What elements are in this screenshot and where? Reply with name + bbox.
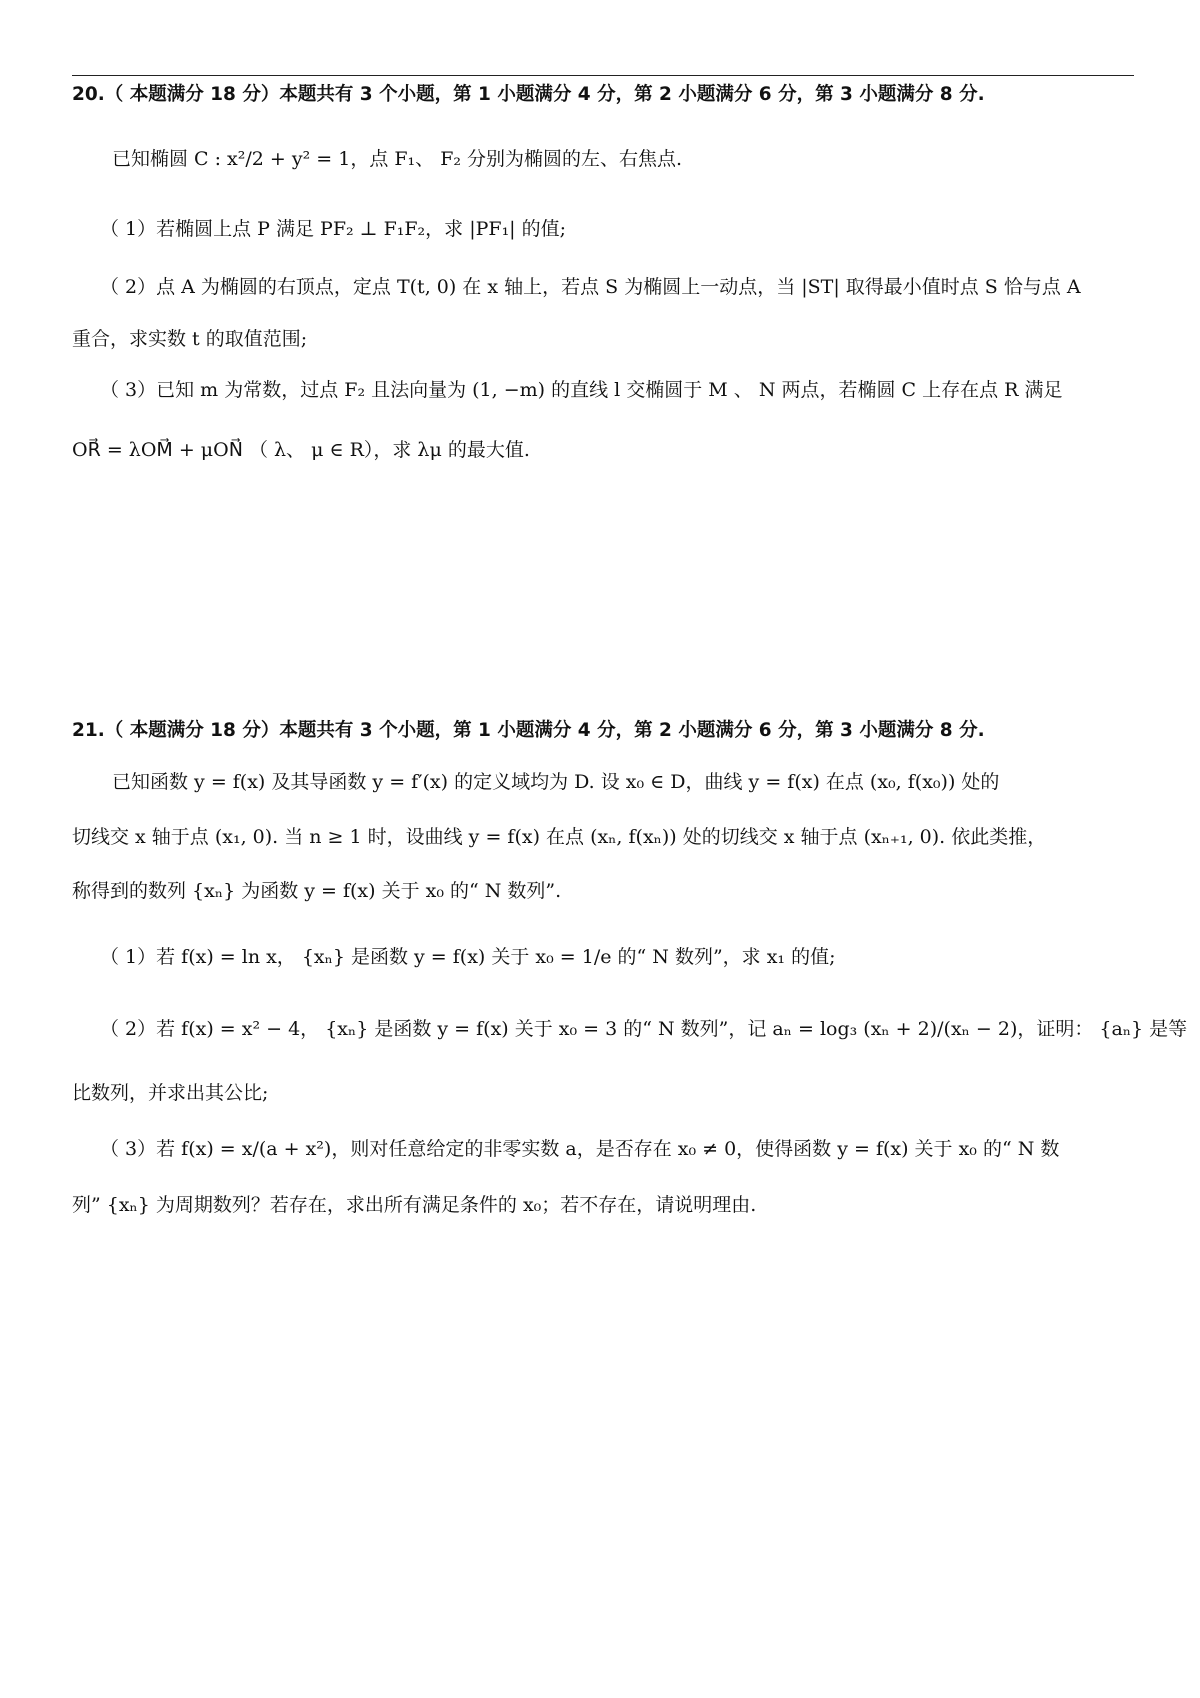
top-rule bbox=[72, 75, 1134, 76]
q20-intro: 已知椭圆 C : x²/2 + y² = 1，点 F₁、 F₂ 分别为椭圆的左、右焦点. bbox=[112, 148, 683, 170]
q21-part3-line1: （ 3）若 f(x) = x/(a + x²)，则对任意给定的非零实数 a，是否存在 x₀ ≠ 0，使得函数 y = f(x) 关于 x₀ 的“ N 数 bbox=[100, 1138, 1060, 1160]
q20-part3-line2: OR⃗ = λOM⃗ + μON⃗ （ λ、 μ ∈ R），求 λμ 的最大值. bbox=[72, 439, 530, 461]
q21-intro-line1: 已知函数 y = f(x) 及其导函数 y = f′(x) 的定义域均为 D. 设 x₀ ∈ D，曲线 y = f(x) 在点 (x₀, f(x₀)) 处的 bbox=[112, 771, 1000, 793]
q21-intro-line2: 切线交 x 轴于点 (x₁, 0). 当 n ≥ 1 时，设曲线 y = f(x) 在点 (xₙ, f(xₙ)) 处的切线交 x 轴于点 (xₙ₊₁, 0). 依此类推， bbox=[72, 826, 1047, 848]
q20-part1: （ 1）若椭圆上点 P 满足 PF₂ ⊥ F₁F₂，求 |PF₁| 的值; bbox=[100, 218, 567, 240]
q21-part2-line1: （ 2）若 f(x) = x² − 4， {xₙ} 是函数 y = f(x) 关于 x₀ = 3 的“ N 数列”，记 aₙ = log₃ (xₙ + 2)/(xₙ − 2)，证明： {aₙ} 是等 bbox=[100, 1018, 1188, 1040]
q20-part2-line1: （ 2）点 A 为椭圆的右顶点，定点 T(t, 0) 在 x 轴上，若点 S 为椭圆上一动点，当 |ST| 取得最小值时点 S 恰与点 A bbox=[100, 276, 1081, 298]
q20-part2-line2: 重合，求实数 t 的取值范围; bbox=[72, 328, 308, 350]
q21-part3-line2: 列” {xₙ} 为周期数列？若存在，求出所有满足条件的 x₀；若不存在，请说明理由. bbox=[72, 1194, 757, 1216]
q20-heading: 20.（ 本题满分 18 分）本题共有 3 个小题，第 1 小题满分 4 分，第 2 小题满分 6 分，第 3 小题满分 8 分. bbox=[72, 84, 985, 105]
q21-part1: （ 1）若 f(x) = ln x， {xₙ} 是函数 y = f(x) 关于 x₀ = 1/e 的“ N 数列”，求 x₁ 的值; bbox=[100, 946, 836, 968]
q21-part2-line2: 比数列，并求出其公比; bbox=[72, 1082, 269, 1104]
q21-intro-line3: 称得到的数列 {xₙ} 为函数 y = f(x) 关于 x₀ 的“ N 数列”. bbox=[72, 880, 562, 902]
q20-part3-line1: （ 3）已知 m 为常数，过点 F₂ 且法向量为 (1, −m) 的直线 l 交椭圆于 M 、 N 两点，若椭圆 C 上存在点 R 满足 bbox=[100, 379, 1063, 401]
q21-heading: 21.（ 本题满分 18 分）本题共有 3 个小题，第 1 小题满分 4 分，第 2 小题满分 6 分，第 3 小题满分 8 分. bbox=[72, 720, 985, 741]
